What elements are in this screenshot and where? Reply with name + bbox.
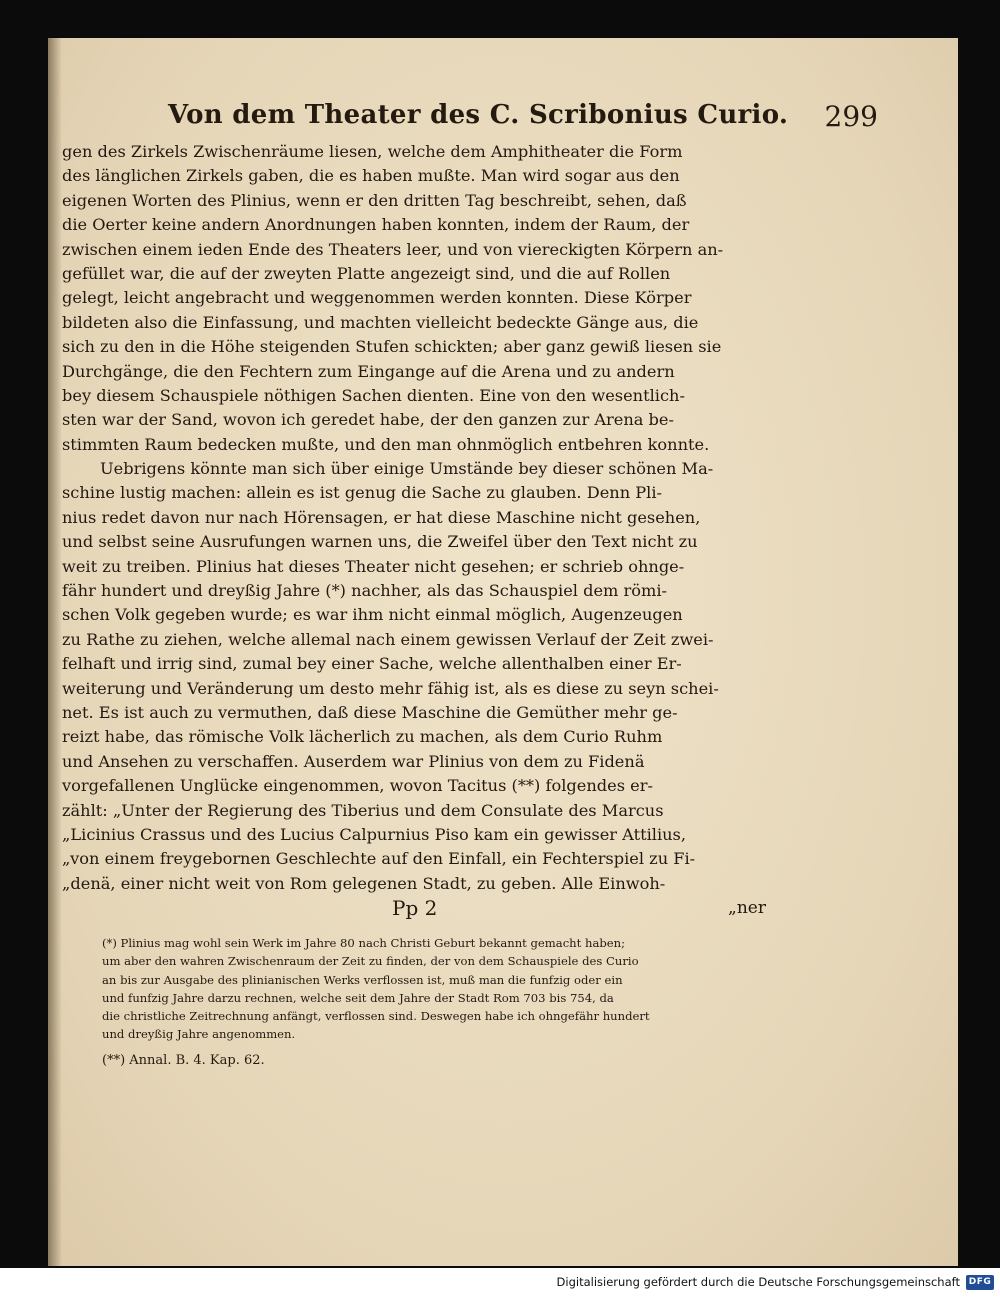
body-text [62,140,768,896]
footnote-spacer [102,1044,772,1052]
body-line: zu Rathe zu ziehen, welche allemal nach einem gewissen Verlauf der Zeit zwei- [62,629,714,649]
body-line: zählt: „Unter der Regierung des Tiberius und dem Consulate des Marcus [62,800,664,820]
body-line: „Licinius Crassus und des Lucius Calpurnius Piso kam ein gewisser Attilius, [62,824,687,844]
body-line: eigenen Worten des Plinius, wenn er den dritten Tag beschreibt, sehen, daß [62,190,687,210]
body-line: schine lustig machen: allein es ist genug die Sache zu glauben. Denn Pli- [62,483,662,503]
page-number: 299 [824,100,878,133]
body-line: fähr hundert und dreyßig Jahre (*) nachher, als das Schauspiel dem römi- [62,581,668,601]
page-binding-shadow [48,38,62,1266]
body-line: sten war der Sand, wovon ich geredet habe, der den ganzen zur Arena be- [62,410,674,430]
body-line: gelegt, leicht angebracht und weggenommen werden konnten. Diese Körper [62,288,692,308]
dfg-logo: DFG [966,1275,994,1290]
body-line: sich zu den in die Höhe steigenden Stufen schickten; aber ganz gewiß liesen sie [62,337,722,357]
body-line: Durchgänge, die den Fechtern zum Eingange auf die Arena und zu andern [62,361,675,381]
footnote-line: um aber den wahren Zwischenraum der Zeit zu finden, der von dem Schauspiele des Curio [102,954,639,969]
body-line: „denä, einer nicht weit von Rom gelegenen Stadt, zu geben. Alle Einwoh- [62,873,666,893]
body-line: stimmten Raum bedecken mußte, und den man ohnmöglich entbehren konnte. [62,434,710,454]
book-page [48,38,958,1266]
body-line: gen des Zirkels Zwischenräume liesen, welche dem Amphitheater die Form [62,142,683,161]
catchword: „ner [728,898,766,918]
footnote-line: (*) Plinius mag wohl sein Werk im Jahre 80 nach Christi Geburt bekannt gemacht haben; [102,936,626,950]
body-line: bey diesem Schauspiele nöthigen Sachen dienten. Eine von den wesentlich- [62,385,685,405]
page-header [168,100,878,140]
body-line: und Ansehen zu verschaffen. Auserdem war Plinius von dem zu Fidenä [62,751,645,771]
footnote-2: (**) Annal. B. 4. Kap. 62. [102,1052,265,1068]
body-line: gefüllet war, die auf der zweyten Platte angezeigt sind, und die auf Rollen [62,263,671,283]
body-line: felhaft und irrig sind, zumal bey einer Sache, welche allenthalben einer Er- [62,654,682,674]
body-line: vorgefallenen Unglücke eingenommen, wovon Tacitus (**) folgendes er- [62,776,653,796]
body-line: zwischen einem ieden Ende des Theaters leer, und von viereckigten Körpern an- [62,239,724,259]
body-line: die Oerter keine andern Anordnungen haben konnten, indem der Raum, der [62,215,690,235]
body-line: und selbst seine Ausrufungen warnen uns, die Zweifel über den Text nicht zu [62,532,698,552]
footnote-line: an bis zur Ausgabe des plinianischen Werks verflossen ist, muß man die funfzig oder ein [102,972,623,987]
funding-credit: Digitalisierung gefördert durch die Deutsche Forschungsgemeinschaft [556,1275,960,1289]
credit-bar [0,1268,1000,1299]
printer-signature: Pp 2 [392,896,438,920]
body-line: nius redet davon nur nach Hörensagen, er hat diese Maschine nicht gesehen, [62,507,701,527]
footnotes [102,934,772,1070]
footnote-line: und funfzig Jahre darzu rechnen, welche seit dem Jahre der Stadt Rom 703 bis 754, da [102,990,614,1005]
body-line: weiterung und Veränderung um desto mehr fähig ist, als es diese zu seyn schei- [62,678,719,698]
body-line: schen Volk gegeben wurde; es war ihm nicht einmal möglich, Augenzeugen [62,605,683,625]
body-line: bildeten also die Einfassung, und machten vielleicht bedeckte Gänge aus, die [62,312,699,332]
footnote-line: die christliche Zeitrechnung anfängt, verflossen sind. Deswegen habe ich ohngefähr hundert [102,1009,650,1024]
footnote-line: und dreyßig Jahre angenommen. [102,1027,296,1042]
signature-line [62,896,768,922]
running-title: Von dem Theater des C. Scribonius Curio. [168,100,789,130]
body-line: Uebrigens könnte man sich über einige Umstände bey dieser schönen Ma- [100,459,714,479]
body-line: weit zu treiben. Plinius hat dieses Theater nicht gesehen; er schrieb ohnge- [62,556,685,576]
body-line: reizt habe, das römische Volk lächerlich zu machen, als dem Curio Ruhm [62,727,663,747]
body-line: „von einem freygebornen Geschlechte auf den Einfall, ein Fechterspiel zu Fi- [62,849,696,869]
body-line: net. Es ist auch zu vermuthen, daß diese Maschine die Gemüther mehr ge- [62,702,678,722]
body-line: des länglichen Zirkels gaben, die es haben mußte. Man wird sogar aus den [62,166,680,186]
